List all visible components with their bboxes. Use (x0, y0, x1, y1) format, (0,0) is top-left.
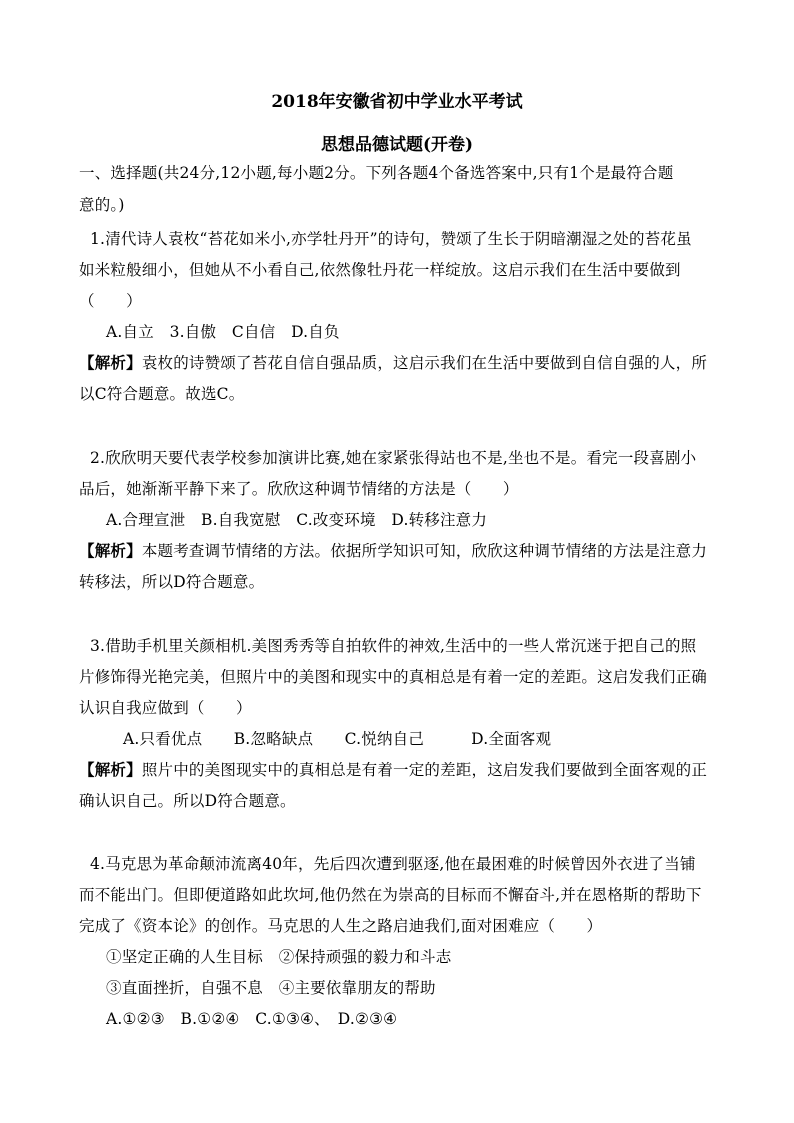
q1-stem-line3: （ ） (79, 292, 142, 310)
q3-analysis-line2: 确认识自己。所以D符合题意。 (79, 792, 296, 810)
q2-analysis-line2: 转移法，所以D符合题意。 (79, 573, 265, 591)
q4-statement-line1: ①坚定正确的人生目标 ②保持顽强的毅力和斗志 (106, 948, 452, 966)
q3-stem-line2: 片修饰得光艳完美，但照片中的美图和现实中的真相总是有着一定的差距。这启发我们正确 (79, 668, 708, 686)
q3-options: A.只看优点 B.忽略缺点 C.悦纳自己 D.全面客观 (123, 730, 552, 748)
section-instruction-line2: 意的。) (79, 196, 125, 214)
q2-stem-line2: 品后，她渐渐平静下来了。欣欣这种调节情绪的方法是（ ） (79, 480, 519, 498)
q3-analysis-tag: 【解析】 (79, 760, 142, 779)
q2-analysis-line1 (79, 540, 719, 562)
q4-stem-line1: 4.马克思为革命颠沛流离40年，先后四次遭到驱逐,他在最困难的时候曾因外衣进了当铺 (90, 855, 696, 873)
q1-analysis-line2: 以C符合题意。故选C。 (79, 385, 245, 403)
q4-stem-line2: 而不能出门。但即便道路如此坎坷,他仍然在为崇高的目标而不懈奋斗,并在恩格斯的帮助下 (79, 886, 702, 904)
q3-stem-line3: 认识自我应做到（ ） (79, 699, 252, 717)
q3-stem-line1: 3.借助手机里关颜相机.美图秀秀等自拍软件的神效,生活中的一些人常沉迷于把自己的照 (90, 637, 697, 655)
page-subtitle: 思想品德试题(开卷) (320, 135, 474, 155)
q1-analysis-line1 (79, 352, 719, 374)
q4-statement-line2: ③直面挫折，自强不息 ④主要依靠朋友的帮助 (106, 979, 436, 997)
q4-stem-line3: 完成了《资本论》的创作。马克思的人生之路启迪我们,面对困难应（ ） (79, 917, 603, 935)
q1-analysis-text: 袁枚的诗赞颂了苔花自信自强品质，这启示我们在生活中要做到自信自强的人，所 (141, 354, 708, 372)
q2-stem-line1: 2.欣欣明天要代表学校参加演讲比赛,她在家紧张得站也不是,坐也不是。看完一段喜剧小 (90, 449, 697, 467)
q1-stem-line2: 如米粒般细小，但她从不小看自己,依然像牡丹花一样绽放。这启示我们在生活中要做到 (79, 261, 681, 279)
q1-stem-line1: 1.清代诗人袁枚“苔花如米小,亦学牡丹开”的诗句，赞颂了生长于阴暗潮湿之处的苔花虽 (90, 230, 692, 248)
q2-options: A.合理宣泄 B.自我宽慰 C.改变环境 D.转移注意力 (106, 511, 488, 529)
page-title: 2018年安徽省初中学业水平考试 (271, 92, 523, 112)
q3-analysis-text: 照片中的美图现实中的真相总是有着一定的差距，这启发我们要做到全面客观的正 (141, 761, 708, 779)
q1-options: A.自立 3.自傲 C自信 D.自负 (106, 323, 340, 341)
q3-analysis-line1 (79, 759, 719, 781)
q2-analysis-text: 本题考查调节情绪的方法。依据所学知识可知，欣欣这种调节情绪的方法是注意力 (141, 542, 708, 560)
q1-analysis-tag: 【解析】 (79, 353, 142, 372)
q4-options: A.①②③ B.①②④ C.①③④、 D.②③④ (106, 1010, 398, 1028)
q2-analysis-tag: 【解析】 (79, 541, 142, 560)
section-instruction-line1: 一、选择题(共24分,12小题,每小题2分。下列各题4个备选答案中,只有1个是最符合题 (79, 164, 674, 182)
